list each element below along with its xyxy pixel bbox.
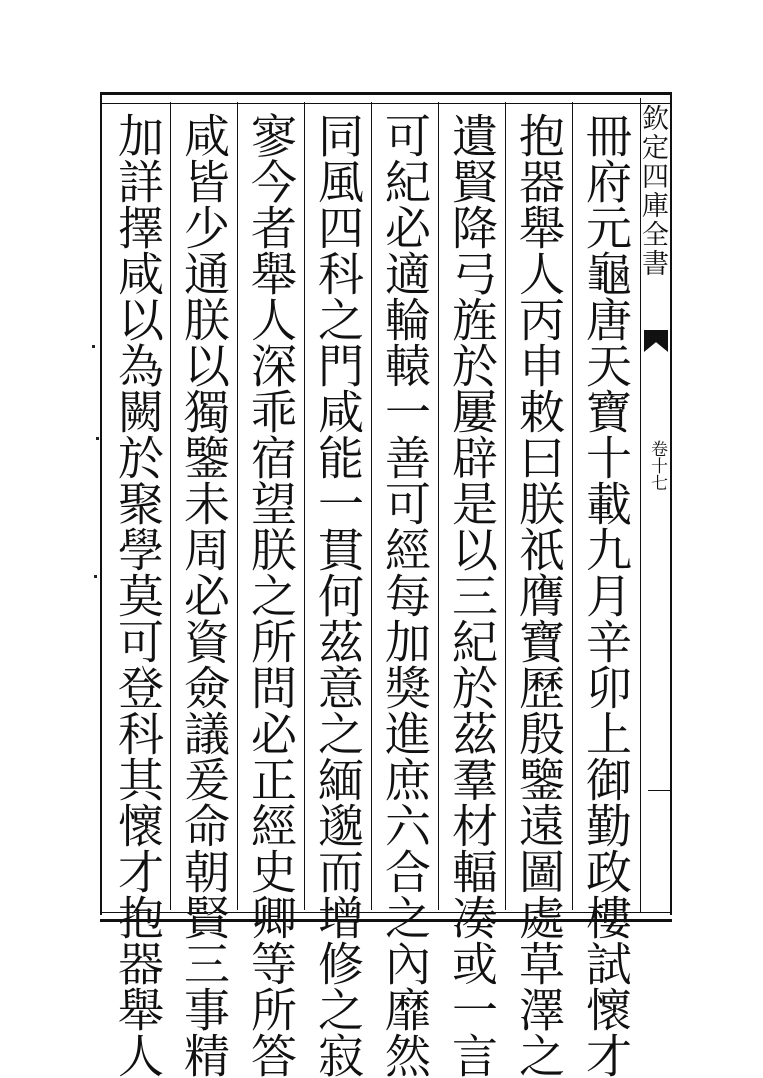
column-text: 可紀必適輪轅一善可經每加獎進庶六合之內靡然 — [378, 112, 432, 1078]
text-column-1 — [572, 102, 638, 1078]
text-column-5 — [304, 102, 370, 1078]
text-columns — [104, 102, 638, 1078]
column-text: 同風四科之門咸能一貫何茲意之緬邈而增修之寂 — [311, 112, 365, 1078]
text-column-3 — [438, 102, 504, 1078]
text-column-4 — [371, 102, 437, 1078]
column-rule — [304, 102, 305, 910]
column-text: 遺賢降弓旌於屢辟是以三紀於茲羣材輻凑或一言 — [445, 112, 499, 1078]
scan-speck — [94, 575, 97, 578]
column-text: 冊府元龜唐天寶十載九月辛卯上御勤政樓試懷才 — [579, 112, 633, 1078]
column-rule — [371, 102, 372, 910]
banxin-divider — [648, 790, 670, 791]
column-rule — [237, 102, 238, 910]
column-text: 咸皆少通朕以獨鑒未周必資僉議爰命朝賢三事精 — [177, 112, 231, 1078]
column-text: 加詳擇咸以為闕於聚學莫可登科其懷才抱器舉人 — [111, 112, 165, 1078]
banxin-juan-number: 卷十七 — [647, 440, 667, 491]
text-column-2 — [505, 102, 571, 1078]
column-text: 抱器舉人丙申敕曰朕祇膺寶歷殷鑒遠圖處草澤之 — [512, 112, 566, 1078]
text-column-6 — [237, 102, 303, 1078]
scan-speck — [92, 345, 95, 348]
column-text: 寥今者舉人深乖宿望朕之所問必正經史卿等所答 — [244, 112, 298, 1078]
text-column-7 — [170, 102, 236, 1078]
column-rule — [505, 102, 506, 910]
column-rule — [170, 102, 171, 910]
column-rule — [438, 102, 439, 910]
frame-left-rule — [100, 95, 102, 915]
column-rule — [572, 102, 573, 910]
scan-speck — [96, 437, 99, 440]
text-column-8 — [104, 102, 170, 1078]
banxin-title: 欽定四庫全書 — [637, 104, 668, 278]
